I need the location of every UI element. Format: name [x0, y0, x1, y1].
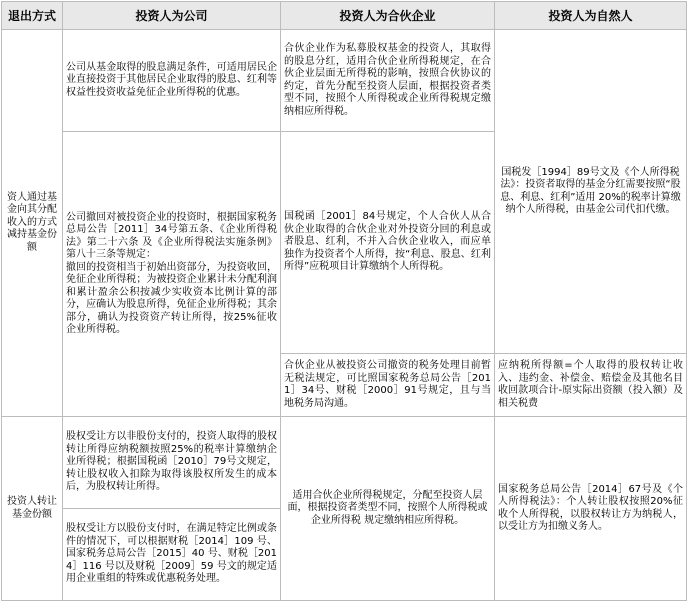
cell-partnership-deregistration: 合伙企业从被投资公司撤资的税务处理目前暂无税法规定，可比照国家税务总局公告［2011］34号、财税［2000］91号规定，且与当地税务局沟通。	[281, 354, 495, 417]
exit-method-transfer: 投资人转让基金份额	[2, 417, 63, 601]
cell-individual-transfer: 国家税务总局公告［2014］67号及《个人所得税法》：个人转让股权按照20%征收个人所得税，以股权转让方为纳税人，以受让方为扣缴义务人。	[495, 417, 687, 601]
cell-partnership-dividend: 合伙企业作为私募股权基金的投资人，其取得的股息分红，适用合伙企业所得税规定，在合伙企业层面无所得税的影响，按照合伙协议的约定，首先分配至投资人层面，根据投资者类型不同，按照个人所得税或企业所得税规定缴纳相应所得税。	[281, 30, 495, 132]
cell-company-capital-return: 公司撤回对被投资企业的投资时，根据国家税务总局公告［2011］34号第五条、《企业所得税法》第二十六条 及《企业所得税法实施条例》第八十三条等规定： 撤回的投资相当于初始出资部分，为投资收回，免征企业所得税；为被投资企业累计未分配利润和累计盈余公积按减少实收资本比例计算的部分，应确认为股息所得，免征企业所得税；其余部分，确认为投资资产转让所得，按25%征收企业所得税。	[63, 132, 281, 417]
header-company: 投资人为公司	[63, 2, 281, 30]
cell-individual-dividend: 国税发［1994］89号文及《个人所得税法》：投资者取得的基金分红需要按照“股息、利息、红利”适用 20%的税率计算缴纳个人所得税，由基金公司代扣代缴。	[495, 30, 687, 354]
header-exit-method: 退出方式	[2, 2, 63, 30]
exit-method-distribution: 资人通过基金向其分配收入的方式减持基金份额	[2, 30, 63, 417]
table-row	[2, 417, 687, 509]
cell-partnership-transfer: 适用合伙企业所得税规定，分配至投资人层面，根据投资者类型不同，按照个人所得税或企业所得税 规定缴纳相应所得税。	[281, 417, 495, 601]
header-partnership: 投资人为合伙企业	[281, 2, 495, 30]
header-row	[2, 2, 687, 30]
cell-individual-deregistration: 应纳税所得额=个人取得的股权转让收入、违约金、补偿金、赔偿金及其他名目收回款项合计-原实际出资额（投入额）及相关税费	[495, 354, 687, 417]
cell-partnership-capital-return: 国税函［2001］84号规定，个人合伙人从合伙企业取得的合伙企业对外投资分回的利息或者股息、红利，不并入合伙企业收入，而应单独作为投资者个人所得，按“利息、股息、红利所得”应税项目计算缴纳个人所得税。	[281, 132, 495, 354]
header-individual: 投资人为自然人	[495, 2, 687, 30]
table-row	[2, 30, 687, 132]
tax-treatment-table	[1, 1, 687, 601]
cell-company-share-payment: 股权受让方以股份支付时，在满足特定比例或条件的情况下，可以根据财税［2014］109 号、国家税务总局公告［2015］40 号、财税［2014］116 号以及财税［2009］59 号文的规定适用企业重组的特殊或优惠税务处理。	[63, 509, 281, 601]
cell-company-dividend: 公司从基金取得的股息满足条件，可适用居民企业直接投资于其他居民企业取得的股息、红利等权益性投资收益免征企业所得税的优惠。	[63, 30, 281, 132]
cell-company-non-share-payment: 股权受让方以非股份支付的，投资人取得的股权转让所得应纳税额按照25%的税率计算缴纳企业所得税；根据国税函［2010］79号文规定，转让股权收入扣除为取得该股权所发生的成本后，为股权转让所得。	[63, 417, 281, 509]
